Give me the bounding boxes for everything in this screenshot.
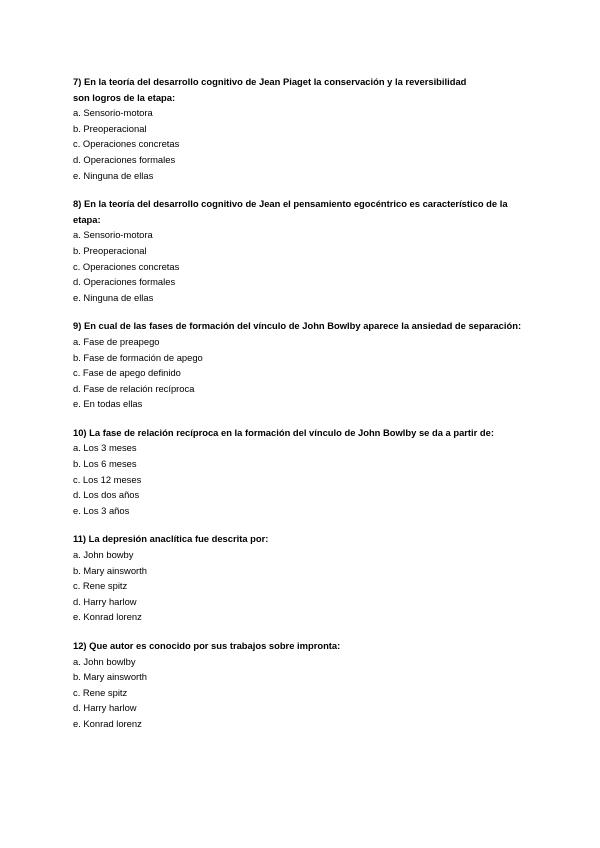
option-list xyxy=(73,227,543,305)
option-a: a. John bowlby xyxy=(73,655,136,667)
question-stem xyxy=(73,425,543,441)
option-d: d. Harry harlow xyxy=(73,595,137,607)
option-c: c. Los 12 meses xyxy=(73,473,142,485)
option-a: a. Sensorio-motora xyxy=(73,229,153,241)
question-number: 11) xyxy=(73,533,87,545)
option-list xyxy=(73,440,543,518)
spacer xyxy=(73,183,543,196)
question-text: En la teoría del desarrollo cognitivo de Jean Piaget la conservación y la reversibilidad xyxy=(83,76,467,87)
question-9 xyxy=(73,318,543,412)
option-b: b. Mary ainsworth xyxy=(73,564,147,576)
spacer xyxy=(73,625,543,638)
option-e: e. Konrad lorenz xyxy=(73,611,142,623)
option-b: b. Preoperacional xyxy=(73,122,147,134)
spacer xyxy=(73,518,543,531)
option-list xyxy=(73,654,543,732)
question-number: 7) xyxy=(73,76,82,87)
question-11 xyxy=(73,531,543,625)
option-c: c. Rene spitz xyxy=(73,686,128,698)
question-stem xyxy=(73,318,543,334)
question-12 xyxy=(73,638,543,732)
option-b: b. Preoperacional xyxy=(73,244,147,256)
option-e: e. En todas ellas xyxy=(73,398,143,410)
option-e: e. Los 3 años xyxy=(73,504,130,516)
option-c: c. Operaciones concretas xyxy=(73,138,180,150)
question-10 xyxy=(73,425,543,519)
question-text-continued: etapa: xyxy=(73,213,101,225)
question-text: En la teoría del desarrollo cognitivo de Jean el pensamiento egocéntrico es característico de la xyxy=(83,198,508,210)
option-d: d. Fase de relación recíproca xyxy=(73,382,195,394)
option-c: c. Fase de apego definido xyxy=(73,367,181,379)
question-number: 10) xyxy=(73,426,87,438)
question-stem xyxy=(73,196,543,227)
option-c: c. Rene spitz xyxy=(73,580,128,592)
question-text-continued: son logros de la etapa: xyxy=(73,91,176,103)
question-text: En cual de las fases de formación del vínculo de John Bowlby aparece la ansiedad de separación: xyxy=(83,320,522,332)
option-b: b. Los 6 meses xyxy=(73,458,137,470)
option-list xyxy=(73,334,543,412)
option-d: d. Operaciones formales xyxy=(73,153,176,165)
option-c: c. Operaciones concretas xyxy=(73,260,180,272)
option-e: e. Konrad lorenz xyxy=(73,717,142,729)
question-text: Que autor es conocido por sus trabajos sobre impronta: xyxy=(89,640,341,651)
option-list xyxy=(73,105,543,183)
question-7 xyxy=(73,74,543,183)
question-number: 8) xyxy=(73,198,82,210)
option-e: e. Ninguna de ellas xyxy=(73,169,154,181)
option-b: b. Mary ainsworth xyxy=(73,671,147,683)
option-d: d. Los dos años xyxy=(73,489,140,501)
option-a: a. John bowby xyxy=(73,549,134,561)
option-d: d. Harry harlow xyxy=(73,702,137,714)
option-a: a. Sensorio-motora xyxy=(73,107,153,119)
option-a: a. Fase de preapego xyxy=(73,335,160,347)
option-d: d. Operaciones formales xyxy=(73,276,176,288)
question-8 xyxy=(73,196,543,305)
option-list xyxy=(73,547,543,625)
option-e: e. Ninguna de ellas xyxy=(73,291,154,303)
spacer xyxy=(73,305,543,318)
question-number: 12) xyxy=(73,640,87,651)
question-number: 9) xyxy=(73,320,82,332)
question-stem xyxy=(73,638,543,654)
question-text: La fase de relación recíproca en la formación del vínculo de John Bowlby se da a partir de: xyxy=(89,426,494,438)
document-page xyxy=(73,74,543,732)
question-text: La depresión anaclítica fue descrita por: xyxy=(88,533,269,545)
option-b: b. Fase de formación de apego xyxy=(73,351,203,363)
option-a: a. Los 3 meses xyxy=(73,442,137,454)
question-stem xyxy=(73,74,543,105)
spacer xyxy=(73,412,543,425)
question-stem xyxy=(73,531,543,547)
